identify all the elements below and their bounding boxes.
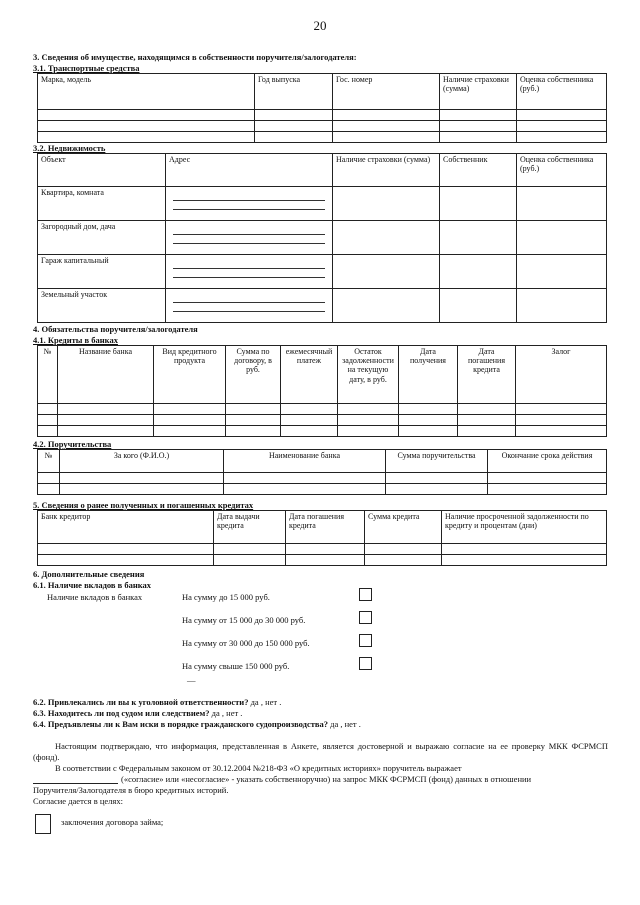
credits-empty-row: [38, 426, 607, 437]
table-cell[interactable]: [333, 187, 440, 221]
deposit-option-label: На сумму до 15 000 руб.: [182, 592, 270, 602]
dash-mark: —: [187, 675, 196, 685]
question-6-3: [33, 708, 242, 718]
table-cell[interactable]: [58, 404, 154, 415]
table-cell[interactable]: [281, 426, 338, 437]
deposit-checkbox-3[interactable]: [359, 634, 372, 647]
table-cell[interactable]: [440, 255, 517, 289]
deposit-checkbox-1[interactable]: [359, 588, 372, 601]
table-cell[interactable]: [226, 404, 281, 415]
table-cell[interactable]: [60, 473, 224, 484]
table-cell[interactable]: [517, 255, 607, 289]
vehicles-empty-row: [38, 121, 607, 132]
table-cell[interactable]: [38, 484, 60, 495]
table-cell[interactable]: [38, 555, 214, 566]
section-6-title: 6. Дополнительные сведения: [33, 569, 145, 579]
page-number: 20: [313, 18, 327, 33]
table-cell[interactable]: [281, 415, 338, 426]
consent-paragraph-2-start: В соответствии с Федеральным законом от 30.12.2004 №218-ФЗ «О кредитных историях» поручитель выражает: [55, 763, 462, 773]
address-cell[interactable]: [166, 255, 333, 289]
address-cell[interactable]: [166, 221, 333, 255]
realty-table: [37, 153, 607, 323]
credits-header-cell: Вид кредитного продукта: [154, 346, 226, 404]
vehicles-empty-row: [38, 132, 607, 143]
realty-object-label: Гараж капитальный: [38, 255, 166, 289]
vehicles-header-cell: Марка, модель: [38, 74, 255, 110]
table-cell[interactable]: [399, 415, 458, 426]
loan-purpose-label: заключения договора займа;: [61, 817, 164, 827]
credits-header-cell: Остаток задолженности на текущую дату, в руб.: [338, 346, 399, 404]
question-6-3-label: 6.3. Находитесь ли под судом или следствием?: [33, 708, 210, 718]
table-cell[interactable]: [255, 132, 333, 143]
table-cell[interactable]: [338, 415, 399, 426]
guarantees-header-row: [38, 450, 607, 473]
vehicles-header-cell: Наличие страховки (сумма): [440, 74, 517, 110]
realty-row: [38, 187, 607, 221]
table-cell[interactable]: [224, 484, 386, 495]
table-cell[interactable]: [365, 555, 442, 566]
question-6-2: [33, 697, 281, 707]
section-6-1-title: 6.1. Наличие вкладов в банках: [33, 580, 152, 590]
credits-header-cell: Сумма по договору, в руб.: [226, 346, 281, 404]
table-cell[interactable]: [333, 132, 440, 143]
table-cell[interactable]: [38, 544, 214, 555]
realty-header-cell: Объект: [38, 154, 166, 187]
table-cell[interactable]: [516, 426, 607, 437]
table-cell[interactable]: [440, 132, 517, 143]
history-empty-row: [38, 555, 607, 566]
credits-empty-row: [38, 415, 607, 426]
realty-row: [38, 289, 607, 323]
question-6-4: [33, 719, 361, 729]
realty-object-label: Земельный участок: [38, 289, 166, 323]
table-cell[interactable]: [58, 426, 154, 437]
table-cell[interactable]: [226, 415, 281, 426]
realty-object-label: Загородный дом, дача: [38, 221, 166, 255]
vehicles-header-row: [38, 74, 607, 110]
history-header-cell: Дата погашения кредита: [286, 511, 365, 544]
deposit-option-label: На сумму от 15 000 до 30 000 руб.: [182, 615, 306, 625]
table-cell[interactable]: [338, 426, 399, 437]
question-6-2-label: 6.2. Привлекались ли вы к уголовной ответственности?: [33, 697, 249, 707]
realty-header-cell: Наличие страховки (сумма): [333, 154, 440, 187]
section-4-title: 4. Обязательства поручителя/залогодателя: [33, 324, 198, 334]
answer-text[interactable]: да , нет .: [211, 708, 243, 718]
table-cell[interactable]: [440, 289, 517, 323]
table-cell[interactable]: [442, 544, 607, 555]
table-cell[interactable]: [488, 484, 607, 495]
deposit-checkbox-2[interactable]: [359, 611, 372, 624]
table-cell[interactable]: [458, 404, 516, 415]
table-cell[interactable]: [442, 555, 607, 566]
credits-header-cell: Дата погашения кредита: [458, 346, 516, 404]
realty-row: [38, 255, 607, 289]
table-cell[interactable]: [458, 426, 516, 437]
table-cell[interactable]: [440, 121, 517, 132]
credits-header-row: [38, 346, 607, 404]
vehicles-header-cell: Гос. номер: [333, 74, 440, 110]
table-cell[interactable]: [333, 121, 440, 132]
vehicles-header-cell: Год выпуска: [255, 74, 333, 110]
table-cell[interactable]: [517, 121, 607, 132]
history-header-cell: Дата выдачи кредита: [214, 511, 286, 544]
table-cell[interactable]: [38, 404, 58, 415]
credits-empty-row: [38, 404, 607, 415]
realty-header-cell: Адрес: [166, 154, 333, 187]
table-cell[interactable]: [365, 544, 442, 555]
realty-object-label: Квартира, комната: [38, 187, 166, 221]
consent-given-for: Согласие дается в целях:: [33, 796, 123, 806]
table-cell[interactable]: [224, 473, 386, 484]
guarantees-empty-row: [38, 484, 607, 495]
table-cell[interactable]: [38, 110, 255, 121]
table-cell[interactable]: [38, 121, 255, 132]
guarantees-table: [37, 449, 607, 495]
history-header-cell: Наличие просроченной задолженности по кредиту и процентам (дни): [442, 511, 607, 544]
vehicles-empty-row: [38, 110, 607, 121]
address-cell[interactable]: [166, 187, 333, 221]
table-cell[interactable]: [154, 415, 226, 426]
table-cell[interactable]: [517, 289, 607, 323]
table-cell[interactable]: [38, 473, 60, 484]
section-3-2-title: 3.2. Недвижимость: [33, 143, 106, 153]
credits-header-cell: Залог: [516, 346, 607, 404]
section-3-title: 3. Сведения об имуществе, находящимся в собственности поручителя/залогодателя:: [33, 52, 357, 62]
history-header-cell: Банк кредитор: [38, 511, 214, 544]
table-cell[interactable]: [38, 426, 58, 437]
guarantees-empty-row: [38, 473, 607, 484]
table-cell[interactable]: [338, 404, 399, 415]
table-cell[interactable]: [458, 415, 516, 426]
credits-header-cell: Название банка: [58, 346, 154, 404]
table-cell[interactable]: [516, 415, 607, 426]
guarantees-header-cell: Наименование банка: [224, 450, 386, 473]
table-cell[interactable]: [399, 426, 458, 437]
guarantees-header-cell: Окончание срока действия: [488, 450, 607, 473]
section-5-title: 5. Сведения о ранее полученных и погашенных кредитах: [33, 500, 254, 510]
table-cell[interactable]: [226, 426, 281, 437]
realty-header-cell: Собственник: [440, 154, 517, 187]
guarantees-header-cell: За кого (Ф.И.О.): [60, 450, 224, 473]
table-cell[interactable]: [286, 544, 365, 555]
consent-answer-line[interactable]: [33, 774, 118, 784]
table-cell[interactable]: [60, 484, 224, 495]
table-cell[interactable]: [333, 255, 440, 289]
vehicles-table: [37, 73, 607, 143]
table-cell[interactable]: [386, 484, 488, 495]
table-cell[interactable]: [214, 544, 286, 555]
history-empty-row: [38, 544, 607, 555]
address-cell[interactable]: [166, 289, 333, 323]
table-cell[interactable]: [214, 555, 286, 566]
credits-table: [37, 345, 607, 437]
table-cell[interactable]: [517, 187, 607, 221]
realty-header-cell: Оценка собственника (руб.): [517, 154, 607, 187]
table-cell[interactable]: [488, 473, 607, 484]
answer-text[interactable]: да , нет .: [330, 719, 361, 729]
consent-paragraph-2-end: Поручителя/Залогодателя в бюро кредитных историй.: [33, 785, 229, 795]
section-4-1-title: 4.1. Кредиты в банках: [33, 335, 118, 345]
deposits-label: Наличие вкладов в банках: [47, 592, 143, 602]
table-cell[interactable]: [440, 110, 517, 121]
table-cell[interactable]: [399, 404, 458, 415]
table-cell[interactable]: [333, 221, 440, 255]
consent-paragraph-1: Настоящим подтверждаю, что информация, представленная в Анкете, является достоверной и выражаю согласие на ее проверку МКК ФСРМСП (фонд).: [33, 741, 608, 763]
table-cell[interactable]: [517, 110, 607, 121]
table-cell[interactable]: [154, 426, 226, 437]
table-cell[interactable]: [440, 221, 517, 255]
guarantees-header-cell: Сумма поручительства: [386, 450, 488, 473]
table-cell[interactable]: [516, 404, 607, 415]
realty-header-row: [38, 154, 607, 187]
table-cell[interactable]: [255, 121, 333, 132]
table-cell[interactable]: [38, 132, 255, 143]
credits-header-cell: Дата получения: [399, 346, 458, 404]
credits-header-cell: №: [38, 346, 58, 404]
question-6-4-label: 6.4. Предъявлены ли к Вам иски в порядке гражданского судопроизводства?: [33, 719, 328, 729]
history-header-row: [38, 511, 607, 544]
guarantees-header-cell: №: [38, 450, 60, 473]
table-cell[interactable]: [440, 187, 517, 221]
table-cell[interactable]: [38, 415, 58, 426]
table-cell[interactable]: [154, 404, 226, 415]
table-cell[interactable]: [517, 132, 607, 143]
table-cell[interactable]: [386, 473, 488, 484]
consent-paragraph-2-mid: («согласие» или «несогласие» - указать собственноручно) на запрос МКК ФСРМСП (фонд) данных в отношении: [121, 774, 532, 784]
section-4-2-title: 4.2. Поручительства: [33, 439, 112, 449]
loan-purpose-checkbox[interactable]: [35, 814, 51, 834]
table-cell[interactable]: [517, 221, 607, 255]
realty-row: [38, 221, 607, 255]
deposit-option-label: На сумму от 30 000 до 150 000 руб.: [182, 638, 310, 648]
table-cell[interactable]: [333, 110, 440, 121]
history-header-cell: Сумма кредита: [365, 511, 442, 544]
section-3-1-title: 3.1. Транспортные средства: [33, 63, 140, 73]
table-cell[interactable]: [281, 404, 338, 415]
credits-header-cell: ежемесячный платеж: [281, 346, 338, 404]
table-cell[interactable]: [333, 289, 440, 323]
vehicles-header-cell: Оценка собственника (руб.): [517, 74, 607, 110]
deposit-checkbox-4[interactable]: [359, 657, 372, 670]
table-cell[interactable]: [255, 110, 333, 121]
answer-text[interactable]: да , нет .: [250, 697, 282, 707]
table-cell[interactable]: [58, 415, 154, 426]
deposit-option-label: На сумму свыше 150 000 руб.: [182, 661, 290, 671]
table-cell[interactable]: [286, 555, 365, 566]
history-table: [37, 510, 607, 566]
